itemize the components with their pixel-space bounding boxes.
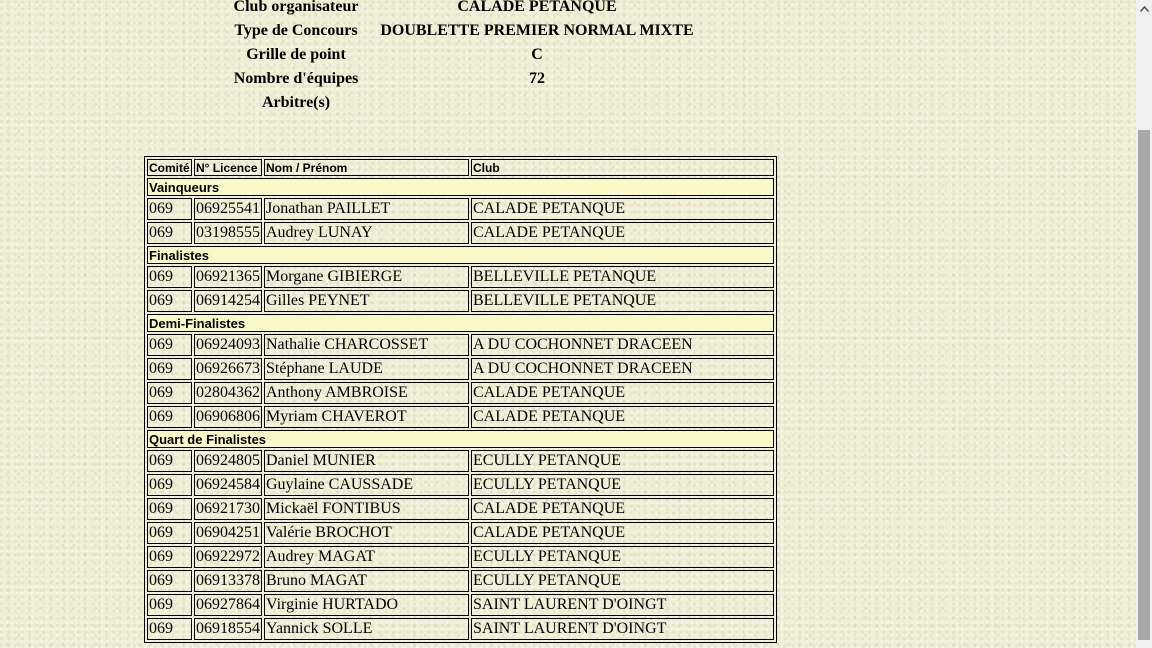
cell-licence: 03198555 <box>194 222 262 244</box>
cell-comite: 069 <box>147 290 192 312</box>
info-row <box>224 0 704 18</box>
section-row <box>147 178 774 196</box>
info-label: Grille de point <box>246 46 346 63</box>
table-row <box>147 498 774 520</box>
info-value: CALADE PETANQUE <box>457 0 617 15</box>
results-header-row <box>147 159 774 176</box>
info-value <box>370 92 704 114</box>
cell-nom: Daniel MUNIER <box>264 450 469 472</box>
table-row <box>147 618 774 640</box>
table-row <box>147 266 774 288</box>
info-row <box>224 44 704 66</box>
cell-comite: 069 <box>147 334 192 356</box>
cell-nom: Audrey LUNAY <box>264 222 469 244</box>
cell-comite: 069 <box>147 450 192 472</box>
header-club: Club <box>471 159 774 176</box>
chevron-up-icon <box>1140 6 1149 12</box>
table-row <box>147 546 774 568</box>
cell-comite: 069 <box>147 358 192 380</box>
cell-comite: 069 <box>147 474 192 496</box>
cell-nom: Virginie HURTADO <box>264 594 469 616</box>
info-label: Nombre d'équipes <box>233 70 359 87</box>
cell-licence: 06913378 <box>194 570 262 592</box>
vertical-scrollbar[interactable] <box>1136 0 1152 648</box>
table-row <box>147 222 774 244</box>
cell-licence: 06924805 <box>194 450 262 472</box>
cell-club: CALADE PETANQUE <box>471 382 774 404</box>
table-row <box>147 358 774 380</box>
table-row <box>147 450 774 472</box>
cell-club: CALADE PETANQUE <box>471 522 774 544</box>
cell-licence: 06924093 <box>194 334 262 356</box>
cell-club: ECULLY PETANQUE <box>471 570 774 592</box>
section-title: Vainqueurs <box>147 178 774 196</box>
cell-club: BELLEVILLE PETANQUE <box>471 290 774 312</box>
cell-licence: 06924584 <box>194 474 262 496</box>
table-row <box>147 522 774 544</box>
cell-comite: 069 <box>147 406 192 428</box>
cell-comite: 069 <box>147 570 192 592</box>
cell-club: BELLEVILLE PETANQUE <box>471 266 774 288</box>
cell-licence: 06921365 <box>194 266 262 288</box>
scrollbar-thumb[interactable] <box>1138 130 1150 640</box>
info-label: Club organisateur <box>233 0 359 15</box>
table-row <box>147 570 774 592</box>
table-row <box>147 382 774 404</box>
cell-licence: 06925541 <box>194 198 262 220</box>
table-row <box>147 198 774 220</box>
cell-nom: Gilles PEYNET <box>264 290 469 312</box>
cell-comite: 069 <box>147 266 192 288</box>
cell-comite: 069 <box>147 546 192 568</box>
cell-nom: Valérie BROCHOT <box>264 522 469 544</box>
cell-nom: Nathalie CHARCOSSET <box>264 334 469 356</box>
info-value: DOUBLETTE PREMIER NORMAL MIXTE <box>380 22 694 39</box>
section-row <box>147 314 774 332</box>
info-value: C <box>531 46 543 63</box>
info-value: 72 <box>529 70 545 87</box>
cell-nom: Mickaël FONTIBUS <box>264 498 469 520</box>
header-licence: N° Licence <box>194 159 262 176</box>
cell-nom: Audrey MAGAT <box>264 546 469 568</box>
section-title: Finalistes <box>147 246 774 264</box>
cell-licence: 06922972 <box>194 546 262 568</box>
table-row <box>147 334 774 356</box>
table-row <box>147 594 774 616</box>
table-row <box>147 290 774 312</box>
cell-club: CALADE PETANQUE <box>471 498 774 520</box>
section-row <box>147 246 774 264</box>
info-label: Arbitre(s) <box>261 94 331 111</box>
cell-nom: Guylaine CAUSSADE <box>264 474 469 496</box>
info-row <box>224 20 704 42</box>
header-nom: Nom / Prénom <box>264 159 469 176</box>
cell-licence: 06918554 <box>194 618 262 640</box>
cell-club: A DU COCHONNET DRACEEN <box>471 334 774 356</box>
table-row <box>147 474 774 496</box>
header-comite: Comité <box>147 159 192 176</box>
cell-comite: 069 <box>147 594 192 616</box>
info-row <box>224 92 704 114</box>
cell-licence: 06906806 <box>194 406 262 428</box>
cell-club: A DU COCHONNET DRACEEN <box>471 358 774 380</box>
cell-comite: 069 <box>147 618 192 640</box>
cell-nom: Yannick SOLLE <box>264 618 469 640</box>
cell-licence: 06914254 <box>194 290 262 312</box>
cell-comite: 069 <box>147 382 192 404</box>
cell-licence: 02804362 <box>194 382 262 404</box>
results-table <box>144 156 777 643</box>
info-row <box>224 68 704 90</box>
cell-licence: 06927864 <box>194 594 262 616</box>
cell-licence: 06926673 <box>194 358 262 380</box>
cell-nom: Myriam CHAVEROT <box>264 406 469 428</box>
cell-club: SAINT LAURENT D'OINGT <box>471 594 774 616</box>
scroll-up-button[interactable] <box>1136 0 1152 17</box>
info-label: Type de Concours <box>234 22 358 39</box>
cell-club: CALADE PETANQUE <box>471 222 774 244</box>
cell-club: ECULLY PETANQUE <box>471 546 774 568</box>
cell-club: SAINT LAURENT D'OINGT <box>471 618 774 640</box>
cell-club: ECULLY PETANQUE <box>471 474 774 496</box>
cell-nom: Anthony AMBROISE <box>264 382 469 404</box>
cell-licence: 06904251 <box>194 522 262 544</box>
cell-comite: 069 <box>147 498 192 520</box>
cell-nom: Morgane GIBIERGE <box>264 266 469 288</box>
cell-comite: 069 <box>147 222 192 244</box>
section-row <box>147 430 774 448</box>
cell-club: ECULLY PETANQUE <box>471 450 774 472</box>
cell-club: CALADE PETANQUE <box>471 406 774 428</box>
table-row <box>147 406 774 428</box>
cell-nom: Bruno MAGAT <box>264 570 469 592</box>
cell-comite: 069 <box>147 198 192 220</box>
cell-licence: 06921730 <box>194 498 262 520</box>
cell-club: CALADE PETANQUE <box>471 198 774 220</box>
section-title: Quart de Finalistes <box>147 430 774 448</box>
competition-info <box>222 0 706 116</box>
cell-nom: Stéphane LAUDE <box>264 358 469 380</box>
cell-nom: Jonathan PAILLET <box>264 198 469 220</box>
section-title: Demi-Finalistes <box>147 314 774 332</box>
cell-comite: 069 <box>147 522 192 544</box>
